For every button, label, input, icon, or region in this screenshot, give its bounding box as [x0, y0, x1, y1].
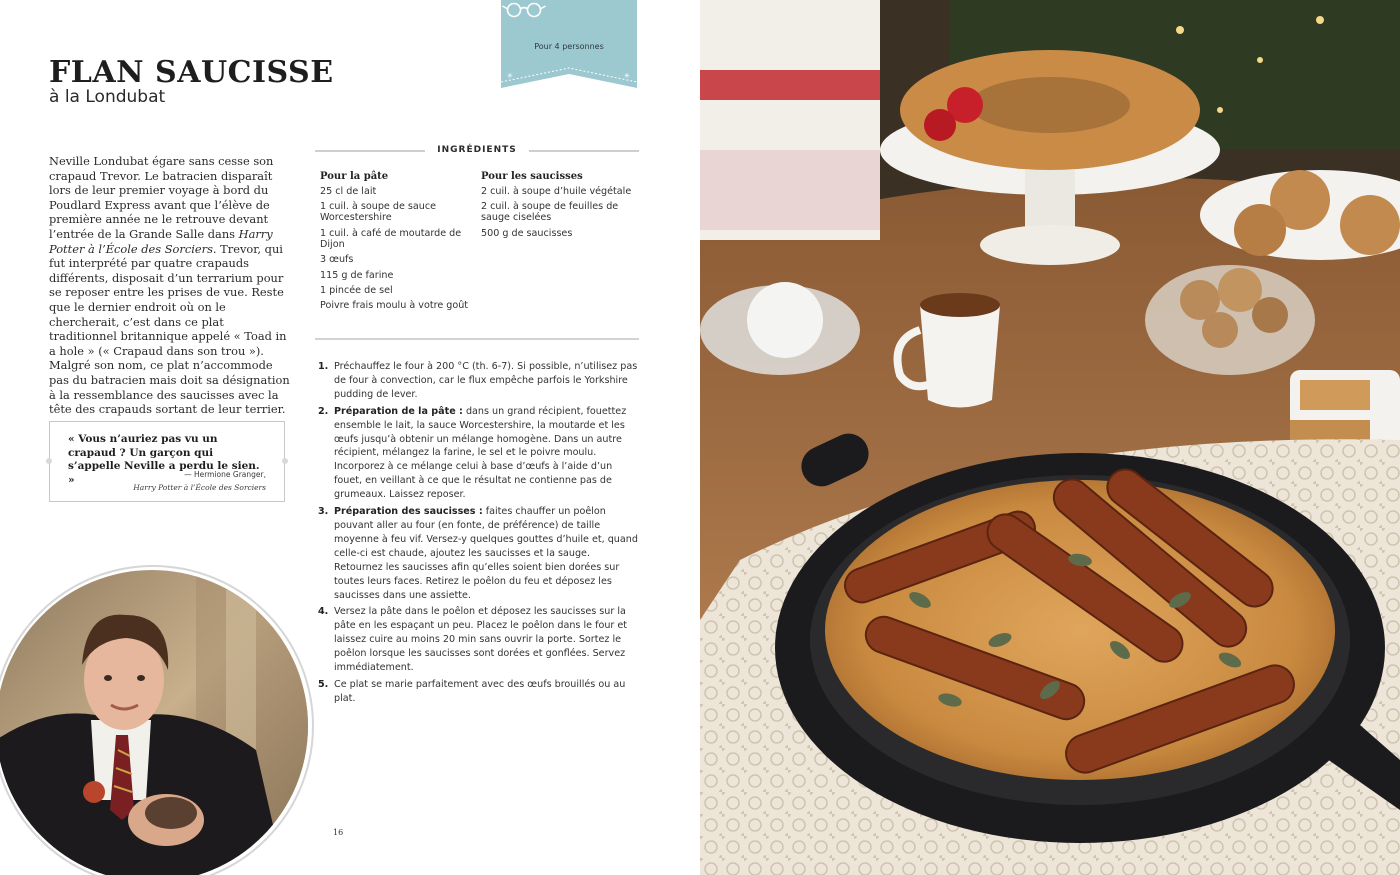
ingredient-item: 1 cuil. à soupe de sauce Worcestershire [320, 201, 437, 224]
ingredient-item: 115 g de farine [320, 269, 394, 281]
sausages-heading: Pour les saucisses [481, 171, 583, 182]
ingredient-item: 1 cuil. à café de moutarde de Dijon [320, 227, 462, 250]
quote-box [49, 421, 285, 502]
food-photo-illustration [700, 0, 1400, 875]
quote-text: « Vous n’auriez pas vu un crapaud ? Un garçon qui s’appelle Neville a perdu le sien. » [68, 433, 260, 486]
section-divider [315, 338, 639, 340]
ingredient-item: 500 g de saucisses [481, 227, 573, 239]
ingredient-item: 2 cuil. à soupe d’huile végétale [481, 186, 632, 197]
step-lead: Préparation de la pâte : [334, 405, 463, 417]
ingredient-item: 2 cuil. à soupe de feuilles de sauge ciselées [481, 201, 619, 224]
serves-text: Pour 4 personnes [534, 42, 604, 51]
batter-heading: Pour la pâte [320, 171, 389, 182]
ingredients-heading: INGRÉDIENTS [437, 145, 517, 155]
neville-portrait-photo [0, 570, 308, 875]
step-text: Versez la pâte dans le poêlon et déposez les saucisses sur la pâte en les espaçant un peu. Placez le poêlon dans le four et laissez cuire au moins 20 min sans ouvrir la porte. Sortez le poêlon lorsque les saucisses sont dorées et gonflées. Servez immédiatement. [334, 606, 628, 674]
ingredients-rule-left [315, 150, 425, 152]
step-item [318, 505, 638, 602]
ingredient-item: 25 cl de lait [320, 186, 377, 197]
toad-in-the-hole-photo [700, 0, 1400, 875]
svg-text:✳: ✳ [624, 72, 630, 80]
quote-source: Harry Potter à l’École des Sorciers [133, 483, 266, 492]
step-text: Ce plat se marie parfaitement avec des œufs brouillés ou au plat. [334, 678, 626, 704]
quote-ornament [46, 458, 52, 464]
step-text: Préchauffez le four à 200 °C (th. 6-7). Si possible, n’utilisez pas de four à convection, car le flux empêche parfois le Yorkshire pudding de lever. [334, 361, 638, 400]
svg-text:✳: ✳ [507, 72, 513, 80]
step-lead: Préparation des saucisses : [334, 506, 483, 518]
recipe-subtitle: à la Londubat [49, 87, 166, 107]
step-item [318, 405, 638, 502]
step-number: 5. [318, 678, 329, 690]
step-item [318, 360, 638, 402]
step-item [318, 605, 638, 675]
quote-ornament [282, 458, 288, 464]
intro-text-part: Neville Londubat égare sans cesse son crapaud Trevor. Le batracien disparaît lors de leur premier voyage à bord du Poudlard Express avant que l’élève de première année ne le retrouve devant l’entrée de la Grande Salle dans [49, 154, 274, 241]
intro-text-part: . Trevor, qui fut interprété par quatre crapauds différents, disposait d’un terrarium pour se reposer entre les prises de vue. Reste que le dernier endroit où on le chercherait, c’est dans ce plat traditionnel britannique appelé « Toad in a hole » (« Crapaud dans son trou »). Malgré son nom, ce plat n’accommode pas du batracien mais doit sa désignation à la ressemblance des saucisses avec la tête des crapauds sortant de leur terrier. [49, 241, 290, 417]
step-text: faites chauffer un poêlon pouvant aller au four (en fonte, de préférence) de taille moyenne à feu vif. Versez-y quelques gouttes d’huile et, quand celle-ci est chaude, ajoutez les saucisses et la sauge. Retournez les saucisses afin qu’elles soient bien dorées sur toutes leurs faces. Retirez le poêlon du feu et déposez les saucisses dans une assiette. [334, 506, 638, 601]
step-number: 3. [318, 506, 329, 518]
page-number: 16 [333, 828, 344, 837]
step-text: dans un grand récipient, fouettez ensemble le lait, la sauce Worcestershire, la moutarde et les œufs jusqu’à obtenir un mélange homogène. Dans un autre récipient, mélangez la farine, le sel et le poivre moulu. Incorporez à ce mélange celui à base d’œufs à l’aide d’un fouet, en veillant à ce que le résultat ne contienne pas de grumeaux. Laissez reposer. [334, 405, 627, 501]
step-number: 4. [318, 606, 329, 618]
batter-ingredients [320, 171, 480, 316]
step-number: 1. [318, 361, 329, 372]
step-item [318, 678, 638, 706]
quote-author: — Hermione Granger, [184, 470, 266, 479]
intro-paragraph [49, 154, 294, 417]
sausage-ingredients [481, 171, 641, 243]
ingredients-rule-right [529, 150, 639, 152]
serves-banner [501, 0, 637, 90]
ingredient-item: 1 pincée de sel [320, 284, 393, 296]
recipe-title: FLAN SAUCISSE [49, 55, 334, 90]
ingredient-item: Poivre frais moulu à votre goût [320, 300, 469, 312]
glasses-icon [501, 0, 547, 20]
film-title: Harry Potter à l’École des Sorciers [49, 226, 273, 256]
step-number: 2. [318, 405, 329, 417]
method-steps [318, 360, 638, 709]
ingredient-item: 3 œufs [320, 254, 354, 266]
